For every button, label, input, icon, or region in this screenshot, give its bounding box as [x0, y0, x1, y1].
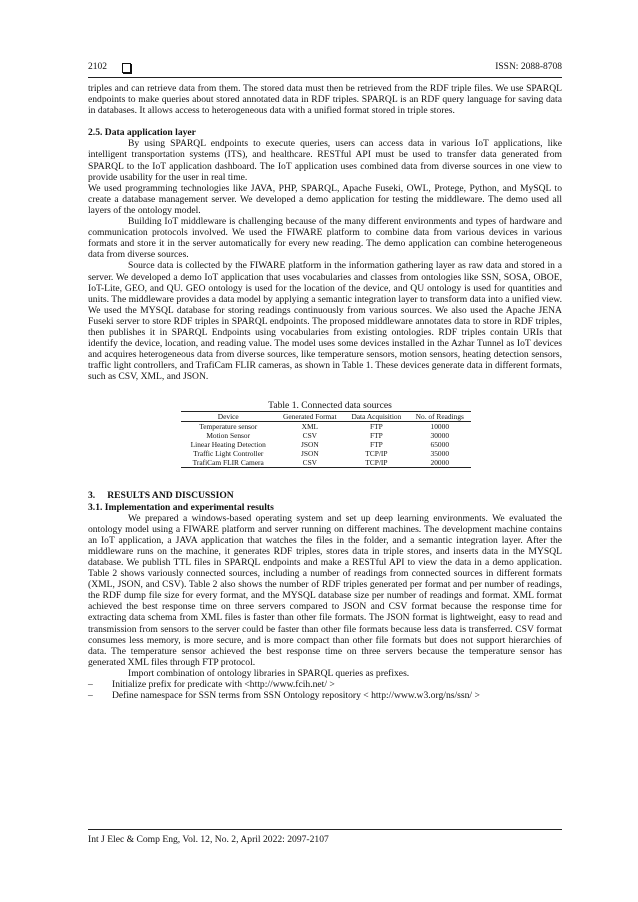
table-row [181, 422, 471, 432]
issn-label: ISSN: 2088-8708 [495, 62, 562, 72]
section-2-5-heading: 2.5. Data application layer [88, 127, 196, 139]
square-glyph-icon [122, 63, 131, 73]
table-cell: Linear Heating Detection [190, 440, 266, 450]
table-cell: TCP/IP [344, 458, 408, 468]
table-cell: JSON [301, 449, 319, 459]
table-cell: FTP [370, 440, 383, 450]
table-header-row [181, 412, 471, 422]
header-rule [88, 77, 562, 78]
column-header: Device [181, 412, 275, 422]
body-text [88, 83, 562, 701]
bullet-text: Initialize prefix for predicate with <http://www.fcih.net/ > [112, 679, 335, 691]
table-row [181, 449, 471, 458]
footer-citation: Int J Elec & Comp Eng, Vol. 12, No. 2, April 2022: 2097-2107 [88, 834, 329, 845]
table-row [181, 431, 471, 440]
table-row [181, 458, 471, 468]
page-number: 2102 [88, 62, 107, 72]
paragraph: Building IoT middleware is challenging because of the many different environments and types of hardware and communication protocols involved. We used the FIWARE platform to combine data from various devices in various formats and store it in the server automatically for every new reading. The demo application can combine heterogeneous data from diverse sources. [88, 216, 562, 261]
bullet-item [88, 690, 562, 701]
table-cell: 20000 [409, 458, 471, 468]
table-cell: Motion Sensor [206, 431, 251, 441]
paragraph: We prepared a windows-based operating system and set up deep learning environments. We evaluated the ontology model using a FIWARE platform and server running on different machines. The development machine contains an IoT application, a JAVA application that watches the files in the folder, and a semantic integration layer. After the middleware runs on the machine, it generates RDF triples, stores data in triple stores, and inserts data in the MYSQL database. We publish TTL files in SPARQL endpoints and make a RESTful API to view the data in a demo application. Table 2 shows variously connected sources, including a number of readings from connected sources in different formats (XML, JSON, and CSV). Table 2 also shows the number of RDF triples generated per format and per number of readings, the RDF dump file size for every format, and the MYSQL database size per number of readings and format. XML format achieved the best response time on three servers compared to JSON and CSV format because the response time for extracting data schema from XML files is faster than other file formats. The JSON format is lightweight, easy to read and transmission from sensors to the server could be faster than other file formats because less data is transferred. CSV format consumes less memory, is more secure, and is more compact than other file formats but does not support hierarchies of data. The temperature sensor achieved the best response time on three servers because the temperature sensor has generated XML files through FTP protocol. [88, 512, 562, 668]
table-cell: XML [301, 422, 319, 432]
bullet-dash: – [88, 679, 93, 691]
page-header [88, 62, 562, 76]
table-cell: CSV [302, 431, 318, 441]
table-cell: CSV [275, 458, 344, 468]
table-cell: TrafiCam FLIR Camera [181, 458, 275, 468]
table-cell: 30000 [430, 431, 450, 441]
table-cell: FTP [370, 422, 383, 432]
bullet-text: Define namespace for SSN terms from SSN Ontology repository < http://www.w3.org/ns/ssn/ > [112, 690, 480, 702]
paragraph: Source data is collected by the FIWARE platform in the information gathering layer as raw data and stored in a server. We developed a demo IoT application that uses vocabularies and classes from ontologies like SSN, SOSA, OBOE, IoT-Lite, GEO, and QU. GEO ontology is used for the location of the device, and QU ontology is used for quantities and units. The middleware provides a data model by applying a semantic integration layer to transform data into a unified view. We used the MYSQL database for storing readings continuously from various sources. We also used the Apache JENA Fuseki server to store RDF triples in SPARQL endpoints. The proposed middleware annotates data to store in RDF triples, then publishes it in SPARQL Endpoints using vocabularies from existing ontologies. RDF triples contain URIs that identify the device, location, and reading value. The model uses some devices installed in the Azhar Tunnel as IoT devices and acquires heterogeneous data from diverse sources, like temperature sensors, motion sensors, heating detection sensors, traffic light controllers, and TrafiCam FLIR cameras, as shown in Table 1. These devices generate data in different formats, such as CSV, XML, and JSON. [88, 260, 562, 383]
table-cell: 65000 [430, 440, 450, 450]
column-header: No. of Readings [409, 412, 471, 422]
table-title: Table 1. Connected data sources [268, 400, 392, 412]
paragraph: We used programming technologies like JAVA, PHP, SPARQL, Apache Fuseki, OWL, Protege, Python, and MySQL to create a database management server. We developed a demo application for testing the middleware. The demo used all layers of the ontology model. [88, 182, 562, 216]
column-header: Generated Format [275, 412, 344, 422]
table-cell: 10000 [430, 422, 450, 432]
table-cell: FTP [370, 431, 383, 441]
footer-rule [88, 829, 562, 830]
paragraph: Import combination of ontology libraries in SPARQL queries as prefixes. [128, 667, 410, 679]
table-cell: 35000 [430, 449, 450, 459]
paragraph: By using SPARQL endpoints to execute queries, users can access data in various IoT applications, like intelligent transportation systems (ITS), and healthcare. RESTful API must be used to transfer data generated from SPARQL to the IoT application dashboard. The IoT application uses combined data from diverse sources in one view to provide usability for the user in real time. [88, 138, 562, 183]
table-1 [88, 400, 562, 468]
table-row [181, 440, 471, 449]
table-cell: TCP/IP [365, 449, 388, 459]
table-cell: JSON [301, 440, 319, 450]
table-cell: Temperature sensor [199, 422, 258, 432]
intro-paragraph: triples and can retrieve data from them. The stored data must then be retrieved from the RDF triple files. We use SPARQL endpoints to make queries about stored annotated data in RDF triples. SPARQL is an RDF query language for saving data in databases. It allows access to heterogeneous data with a unified format stored in triple stores. [88, 83, 562, 117]
bullet-dash: – [88, 690, 93, 702]
section-3-heading: 3. RESULTS AND DISCUSSION [88, 490, 234, 502]
table-cell: Traffic Light Controller [193, 449, 264, 459]
bullet-item [88, 679, 562, 690]
connected-sources-table [181, 411, 471, 468]
column-header: Data Acquisition [344, 412, 408, 422]
section-3-1-heading: 3.1. Implementation and experimental results [88, 501, 274, 513]
